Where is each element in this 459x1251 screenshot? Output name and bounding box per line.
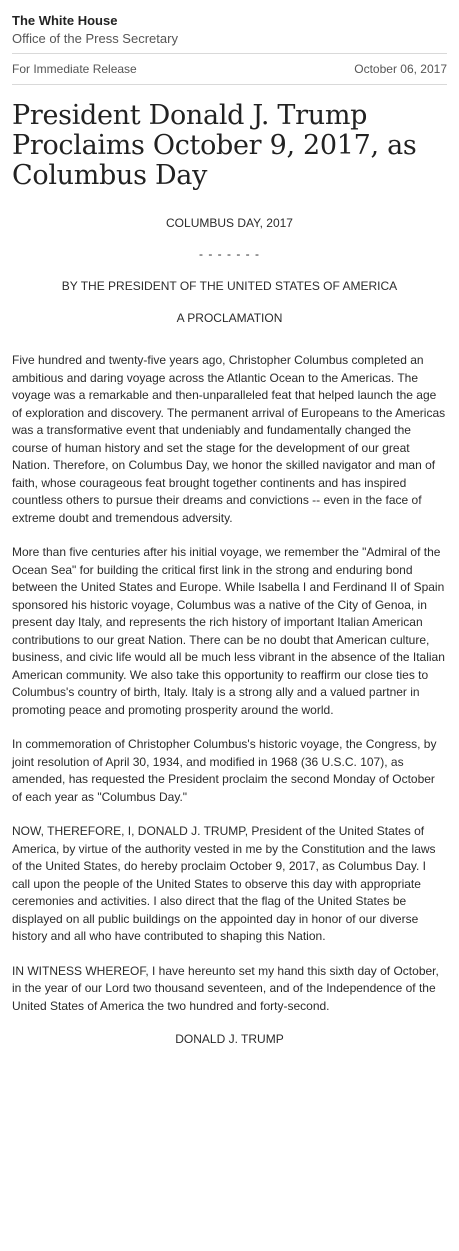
org-header [12,0,447,47]
signature: DONALD J. TRUMP [175,1032,284,1046]
paragraph: Five hundred and twenty-five years ago, Christopher Columbus completed an ambitious and daring voyage across the Atlantic Ocean to the Americas. The voyage was a remarkable and then-unparalleled feat that helped launch the age of exploration and discovery. The permanent arrival of Europeans to the Americas was a transformative event that undeniably and fundamentally changed the course of human history and set the stage for the development of our great Nation. Therefore, on Columbus Day, we honor the skilled navigator and man of faith, whose courageous feat brought together continents and has inspired countless others to pursue their dreams and convictions -- even in the face of extreme doubt and tremendous adversity. [12,353,446,525]
page-title: President Donald J. Trump Proclaims October 9, 2017, as Columbus Day [12,100,417,191]
release-row [12,54,447,84]
paragraph: In commemoration of Christopher Columbus's historic voyage, the Congress, by joint resolution of April 30, 1934, and modified in 1968 (36 U.S.C. 107), as amended, has requested the President proclaim the second Monday of October of each year as "Columbus Day." [12,737,437,804]
by-line: BY THE PRESIDENT OF THE UNITED STATES OF AMERICA [61,279,398,293]
paragraph: IN WITNESS WHEREOF, I have hereunto set my hand this sixth day of October, in the year of our Lord two thousand seventeen, and of the Independence of the United States of America the two hundred and forty-second. [12,963,439,1013]
separator: - - - - - - - [199,247,260,261]
org-subtitle: Office of the Press Secretary [12,31,178,46]
release-date: October 06, 2017 [354,62,447,76]
divider-mid [12,84,447,85]
paragraph: NOW, THEREFORE, I, DONALD J. TRUMP, President of the United States of America, by virtue of the authority vested in me by the Constitution and the laws of the United States, do hereby proclaim October 9, 2017, as Columbus Day. I call upon the people of the United States to observe this day with appropriate ceremonies and activities. I also direct that the flag of the United States be displayed on all public buildings on the appointed day in honor of our diverse history and all who have contributed to shaping this Nation. [12,824,436,943]
proclamation-body [12,352,447,1015]
release-label: For Immediate Release [12,62,137,76]
paragraph: More than five centuries after his initial voyage, we remember the "Admiral of the Ocean Sea" for building the critical first link in the strong and enduring bond between the United States and Europe. While Isabella I and Ferdinand II of Spain sponsored his historic voyage, Columbus was a native of the City of Genoa, in present day Italy, and represents the rich history of important Italian American contributions to our great Nation. There can be no doubt that American culture, business, and civic life would all be much less vibrant in the absence of the Italian American community. We also take this opportunity to reaffirm our close ties to Columbus's country of birth, Italy. Italy is a strong ally and a valued partner in promoting peace and promoting prosperity around the world. [12,545,445,717]
subheading: COLUMBUS DAY, 2017 [166,216,293,230]
proclamation-label: A PROCLAMATION [176,311,283,325]
org-name[interactable]: The White House [12,13,118,28]
